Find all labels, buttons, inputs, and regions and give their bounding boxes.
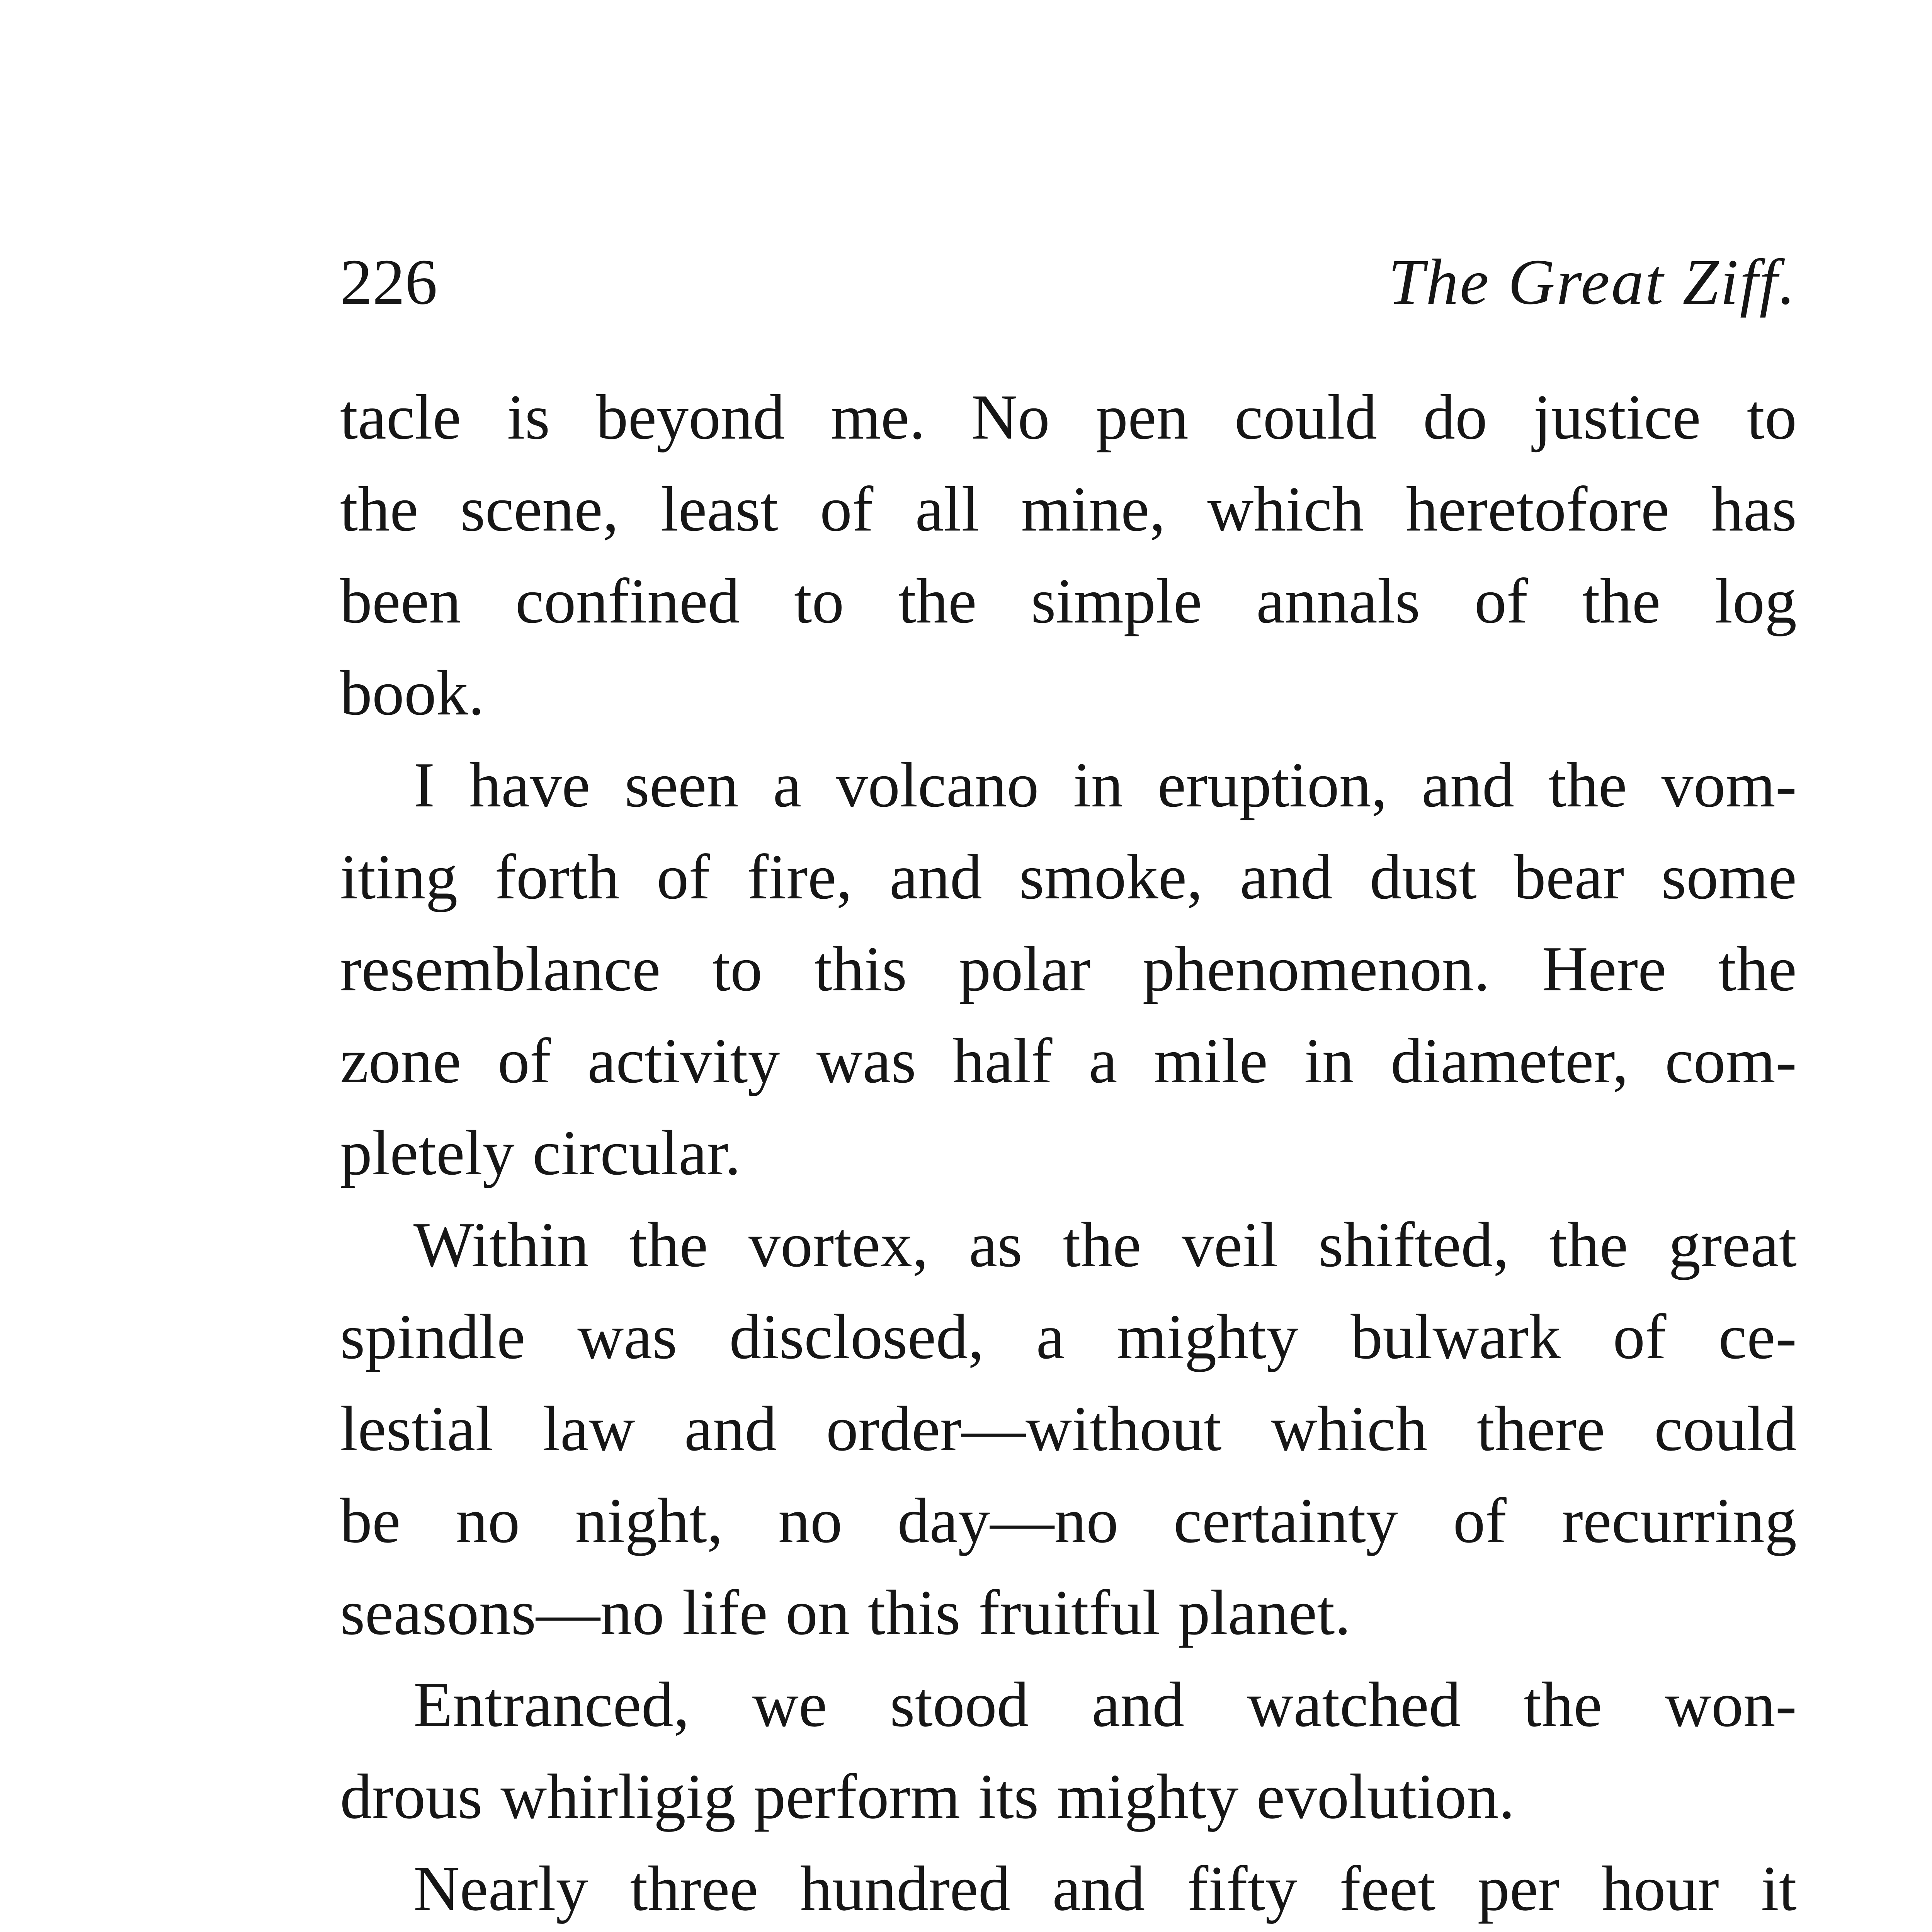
text-line: lestial law and order—without which there could <box>340 1393 1797 1464</box>
text-line: been confined to the simple annals of the log <box>340 565 1797 636</box>
text-line: tacle is beyond me. No pen could do justice to <box>340 381 1797 452</box>
text-line: iting forth of fire, and smoke, and dust bear some <box>340 841 1797 912</box>
text-line: be no night, no day—no certainty of recurring <box>340 1485 1797 1556</box>
text-line: spindle was disclosed, a mighty bulwark of ce- <box>340 1301 1797 1372</box>
text-line: the scene, least of all mine, which heretofore has <box>340 473 1797 544</box>
text-line: resemblance to this polar phenomenon. Here the <box>340 933 1797 1004</box>
body-text <box>340 371 1797 1932</box>
text-line: Entranced, we stood and watched the won- <box>413 1669 1797 1740</box>
text-line: seasons—no life on this fruitful planet. <box>340 1577 1351 1648</box>
text-line: pletely circular. <box>340 1117 741 1188</box>
page-number: 226 <box>340 246 437 318</box>
text-line: I have seen a volcano in eruption, and the vom- <box>413 749 1797 820</box>
text-line: drous whirligig perform its mighty evolution. <box>340 1761 1515 1832</box>
running-title: The Great Ziff. <box>1388 246 1797 318</box>
text-line: book. <box>340 657 485 728</box>
text-line: Nearly three hundred and fifty feet per hour it <box>413 1853 1797 1924</box>
text-line: zone of activity was half a mile in diameter, com- <box>340 1025 1797 1096</box>
text-line: Within the vortex, as the veil shifted, the great <box>413 1209 1797 1280</box>
running-head <box>340 232 1797 332</box>
